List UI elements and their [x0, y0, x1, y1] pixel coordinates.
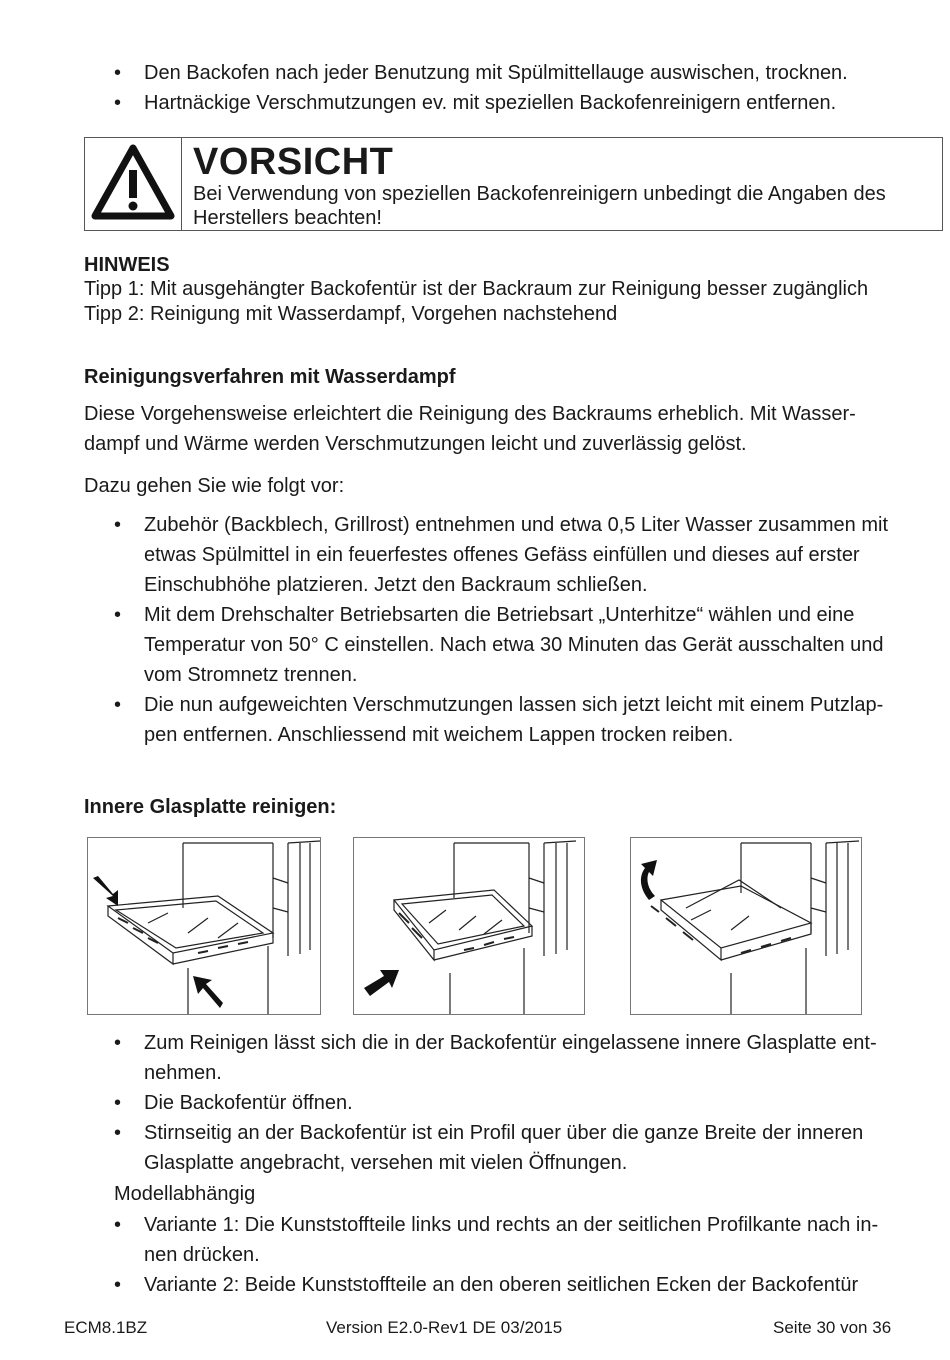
- list-item: • Stirnseitig an der Backofentür ist ein Profil quer über die ganze Breite der inneren Glasplatte angebracht, versehen mit vielen Öffnungen.: [114, 1122, 864, 1174]
- steam-paragraph-line-2: dampf und Wärme werden Verschmutzungen leicht und zuverlässig gelöst.: [84, 433, 747, 455]
- illustration-step-2: [353, 837, 585, 1015]
- list-item: • Variante 2: Beide Kunststoffteile an den oberen seitlichen Ecken der Backofentür: [114, 1274, 859, 1296]
- list-item: • Zubehör (Backblech, Grillrost) entnehmen und etwa 0,5 Liter Wasser zusammen mit etwas Spülmittel in ein feuerfestes offenes Gefäss einfüllen und dieses auf erster Einschubhöhe platzieren. Jetzt den Backraum schließen.: [114, 514, 889, 596]
- footer-page-number: Seite 30 von 36: [773, 1318, 892, 1337]
- model-note: Modellabhängig: [114, 1183, 256, 1205]
- list-item: • Zum Reinigen lässt sich die in der Backofentür eingelassene innere Glasplatte ent- nehmen.: [114, 1032, 877, 1084]
- list-item: • Die nun aufgeweichten Verschmutzungen lassen sich jetzt leicht mit einem Putzlap- pen entfernen. Anschliessend mit weichem Lappen trocken reiben.: [114, 694, 884, 746]
- top-bullet-list: [84, 58, 950, 118]
- warning-title: VORSICHT: [193, 141, 394, 183]
- hinweis-title: HINWEIS: [84, 254, 170, 276]
- warning-icon-cell: [85, 138, 182, 230]
- list-item: • Hartnäckige Verschmutzungen ev. mit speziellen Backofenreinigern entfernen.: [114, 92, 837, 114]
- oven-door-illustration: [631, 838, 861, 1014]
- warning-text: Bei Verwendung von speziellen Backofenreinigern unbedingt die Angaben des Herstellers beachten!: [193, 183, 886, 229]
- hinweis-tip-2: Tipp 2: Reinigung mit Wasserdampf, Vorgehen nachstehend: [84, 303, 618, 325]
- illustration-step-1: [87, 837, 321, 1015]
- footer-version: Version E2.0-Rev1 DE 03/2015: [326, 1318, 563, 1337]
- hinweis-tip-1: Tipp 1: Mit ausgehängter Backofentür ist der Backraum zur Reinigung besser zugänglich: [84, 278, 869, 300]
- list-item: • Den Backofen nach jeder Benutzung mit Spülmittellauge auswischen, trocknen.: [114, 62, 848, 84]
- glass-section-heading: Innere Glasplatte reinigen:: [84, 796, 337, 818]
- steam-paragraph-line-1: Diese Vorgehensweise erleichtert die Reinigung des Backraums erheblich. Mit Wasser-: [84, 403, 856, 425]
- oven-door-illustration: [88, 838, 320, 1014]
- list-item: • Die Backofentür öffnen.: [114, 1092, 353, 1114]
- steam-section-heading: Reinigungsverfahren mit Wasserdampf: [84, 366, 456, 388]
- warning-box: [84, 137, 943, 231]
- steam-bullet-list: [84, 510, 950, 750]
- glass-bullet-list-b: [84, 1210, 950, 1300]
- list-item: • Mit dem Drehschalter Betriebsarten die Betriebsart „Unterhitze“ wählen und eine Temperatur von 50° C einstellen. Nach etwa 30 Minuten das Gerät ausschalten und vom Stromnetz trennen.: [114, 604, 884, 686]
- warning-icon: [85, 138, 181, 230]
- list-item: • Variante 1: Die Kunststoffteile links und rechts an der seitlichen Profilkante nach in- nen drücken.: [114, 1214, 879, 1266]
- oven-door-illustration: [354, 838, 584, 1014]
- steam-intro: Dazu gehen Sie wie folgt vor:: [84, 475, 345, 497]
- glass-bullet-list-a: [84, 1028, 950, 1178]
- illustration-step-3: [630, 837, 862, 1015]
- footer-model: ECM8.1BZ: [64, 1318, 148, 1337]
